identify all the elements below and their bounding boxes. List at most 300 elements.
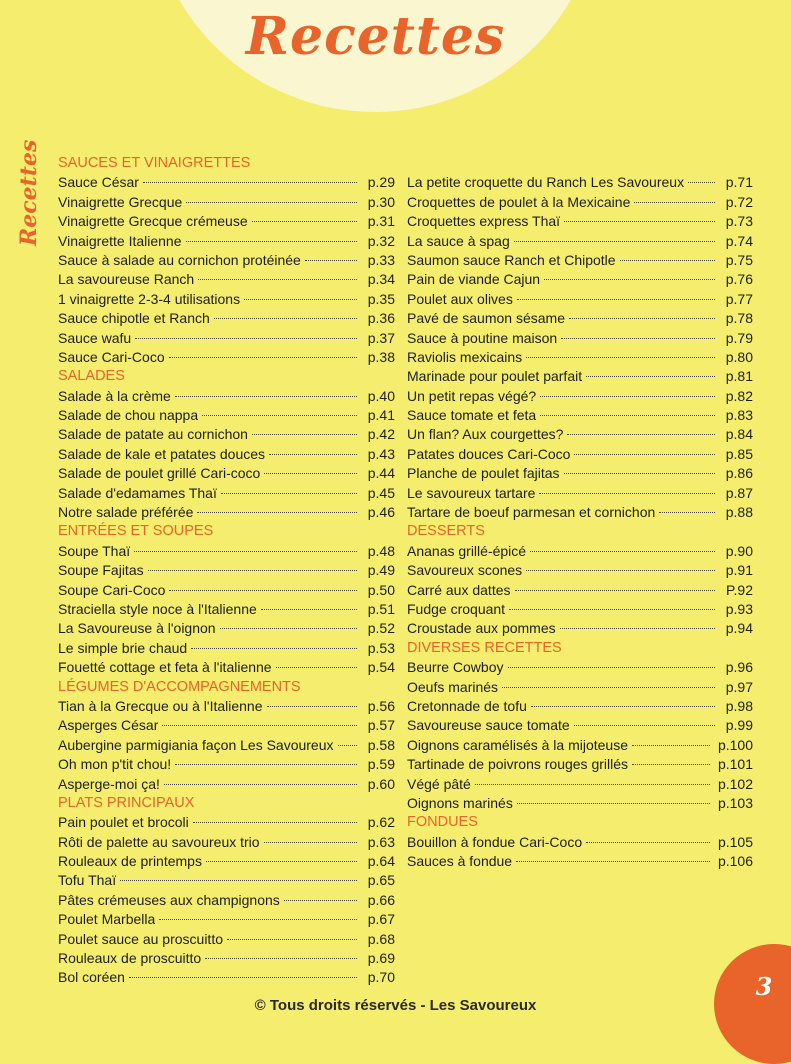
toc-entry[interactable] xyxy=(407,736,753,755)
toc-dot-leader xyxy=(560,628,715,629)
toc-entry-page: p.96 xyxy=(725,659,753,676)
toc-dot-leader xyxy=(135,338,357,339)
toc-entry[interactable] xyxy=(58,561,395,580)
toc-entry[interactable] xyxy=(58,484,395,503)
toc-entry[interactable] xyxy=(407,309,753,328)
toc-dot-leader xyxy=(475,784,710,785)
toc-dot-leader xyxy=(516,861,710,862)
toc-dot-leader xyxy=(244,299,357,300)
toc-entry-title: Bouillon à fondue Cari-Coco xyxy=(407,833,583,850)
toc-entry-title: Sauce à poutine maison xyxy=(407,329,558,346)
toc-entry[interactable] xyxy=(407,290,753,309)
toc-entry[interactable] xyxy=(407,193,753,212)
toc-entry-title: Oignons marinés xyxy=(407,794,513,811)
toc-dot-leader xyxy=(276,667,357,668)
toc-entry[interactable] xyxy=(407,270,753,289)
toc-entry[interactable] xyxy=(58,542,395,561)
toc-dot-leader xyxy=(574,725,715,726)
toc-entry-title: Croquettes express Thaï xyxy=(407,213,561,230)
toc-dot-leader xyxy=(540,396,715,397)
toc-entry-title: Aubergine parmigiania façon Les Savoureux xyxy=(58,736,334,753)
toc-dot-leader xyxy=(502,687,715,688)
toc-spacer xyxy=(407,154,753,173)
toc-entry-title: Croustade aux pommes xyxy=(407,620,556,637)
toc-dot-leader xyxy=(338,745,357,746)
toc-entry[interactable] xyxy=(58,581,395,600)
toc-dot-leader xyxy=(164,784,357,785)
toc-entry[interactable] xyxy=(407,173,753,192)
toc-entry[interactable] xyxy=(58,348,395,367)
toc-entry-page: p.98 xyxy=(725,697,753,714)
toc-entry-title: Ananas grillé-épicé xyxy=(407,542,527,559)
toc-entry[interactable] xyxy=(58,736,395,755)
toc-entry-page: p.87 xyxy=(725,484,753,501)
toc-dot-leader xyxy=(175,764,357,765)
toc-entry-title: Sauce Cari-Coco xyxy=(58,348,165,365)
toc-dot-leader xyxy=(198,279,357,280)
toc-entry-page: P.92 xyxy=(726,581,753,598)
toc-entry[interactable] xyxy=(58,270,395,289)
toc-dot-leader xyxy=(186,202,357,203)
toc-entry[interactable] xyxy=(58,212,395,231)
toc-dot-leader xyxy=(574,454,715,455)
toc-entry-title: Soupe Fajitas xyxy=(58,562,144,579)
toc-entry-page: p.37 xyxy=(367,329,395,346)
toc-entry-page: p.85 xyxy=(725,445,753,462)
toc-entry-title: Oeufs marinés xyxy=(407,678,499,695)
toc-entry-page: p.60 xyxy=(367,775,395,792)
toc-entry-title: Vinaigrette Italienne xyxy=(58,232,182,249)
toc-entry[interactable] xyxy=(58,833,395,852)
toc-entry-page: p.58 xyxy=(367,736,395,753)
toc-entry-page: p.62 xyxy=(367,814,395,831)
toc-dot-leader xyxy=(540,415,715,416)
toc-entry-title: Croquettes de poulet à la Mexicaine xyxy=(407,193,631,210)
toc-dot-leader xyxy=(197,512,357,513)
toc-entry-title: Oh mon p'tit chou! xyxy=(58,756,172,773)
toc-entry-page: p.97 xyxy=(725,678,753,695)
toc-dot-leader xyxy=(205,958,357,959)
toc-entry-page: p.41 xyxy=(367,407,395,424)
toc-dot-leader xyxy=(659,512,715,513)
toc-dot-leader xyxy=(526,570,715,571)
toc-entry-title: Raviolis mexicains xyxy=(407,348,523,365)
toc-column-left xyxy=(58,154,395,988)
toc-entry-page: p.46 xyxy=(367,504,395,521)
toc-entry-page: p.80 xyxy=(725,348,753,365)
toc-dot-leader xyxy=(688,182,715,183)
toc-entry[interactable] xyxy=(407,775,753,794)
toc-entry-title: Sauce tomate et feta xyxy=(407,407,537,424)
toc-entry-page: p.79 xyxy=(725,329,753,346)
toc-entry-title: Bol coréen xyxy=(58,969,125,986)
toc-entry[interactable] xyxy=(407,406,753,425)
toc-entry[interactable] xyxy=(58,329,395,348)
toc-entry-title: Végé pâté xyxy=(407,775,471,792)
toc-entry-page: p.35 xyxy=(367,290,395,307)
toc-entry-page: p.102 xyxy=(717,775,753,792)
toc-entry-page: p.52 xyxy=(367,620,395,637)
toc-entry[interactable] xyxy=(407,367,753,386)
toc-dot-leader xyxy=(561,338,715,339)
toc-dot-leader xyxy=(175,396,357,397)
toc-entry[interactable] xyxy=(58,503,395,522)
toc-dot-leader xyxy=(564,221,715,222)
toc-dot-leader xyxy=(134,551,357,552)
toc-entry-title: Poulet aux olives xyxy=(407,290,513,307)
toc-entry-title: Le simple brie chaud xyxy=(58,639,188,656)
toc-entry-page: p.68 xyxy=(367,930,395,947)
page-title: Recettes xyxy=(245,6,506,67)
page-number: 3 xyxy=(755,972,773,1001)
toc-entry-page: p.38 xyxy=(367,348,395,365)
toc-entry-page: p.94 xyxy=(725,620,753,637)
toc-entry-title: Poulet sauce au proscuitto xyxy=(58,930,223,947)
toc-dot-leader xyxy=(214,318,357,319)
toc-entry-page: p.42 xyxy=(367,426,395,443)
toc-entry[interactable] xyxy=(407,348,753,367)
toc-entry-title: Salade de chou nappa xyxy=(58,407,199,424)
toc-dot-leader xyxy=(531,706,715,707)
toc-entry-title: Fouetté cottage et feta à l'italienne xyxy=(58,659,272,676)
toc-entry-page: p.50 xyxy=(367,581,395,598)
toc-dot-leader xyxy=(191,648,357,649)
section-heading: PLATS PRINCIPAUX xyxy=(58,794,195,811)
toc-entry-title: Sauce César xyxy=(58,174,139,191)
toc-entry-title: Oignons caramélisés à la mijoteuse xyxy=(407,736,628,753)
toc-entry-page: p.75 xyxy=(725,251,753,268)
toc-entry[interactable] xyxy=(58,193,395,212)
toc-dot-leader xyxy=(544,279,715,280)
toc-entry[interactable] xyxy=(58,173,395,192)
toc-entry[interactable] xyxy=(58,930,395,949)
toc-dot-leader xyxy=(517,803,710,804)
toc-dot-leader xyxy=(634,202,715,203)
toc-entry-title: Sauce à salade au cornichon protéinée xyxy=(58,251,301,268)
toc-entry-title: Asperges César xyxy=(58,717,159,734)
toc-entry-page: p.105 xyxy=(717,833,753,850)
section-heading: LÉGUMES D'ACCOMPAGNEMENTS xyxy=(58,678,301,695)
page-number-badge xyxy=(714,944,791,1064)
toc-entry[interactable] xyxy=(407,212,753,231)
toc-entry[interactable] xyxy=(58,290,395,309)
toc-dot-leader xyxy=(586,376,715,377)
toc-entry[interactable] xyxy=(58,697,395,716)
toc-entry-title: Patates douces Cari-Coco xyxy=(407,445,571,462)
toc-entry[interactable] xyxy=(58,910,395,929)
toc-entry-page: p.59 xyxy=(367,756,395,773)
toc-entry[interactable] xyxy=(407,561,753,580)
toc-entry[interactable] xyxy=(58,968,395,987)
toc-entry[interactable] xyxy=(407,232,753,251)
toc-entry[interactable] xyxy=(58,619,395,638)
toc-entry[interactable] xyxy=(407,619,753,638)
toc-entry-page: p.91 xyxy=(725,562,753,579)
toc-entry-page: p.30 xyxy=(367,193,395,210)
toc-entry-title: Straciella style noce à l'Italienne xyxy=(58,600,257,617)
toc-dot-leader xyxy=(202,415,357,416)
toc-entry-title: Carré aux dattes xyxy=(407,581,511,598)
toc-entry-page: p.40 xyxy=(367,387,395,404)
toc-entry-title: Marinade pour poulet parfait xyxy=(407,368,583,385)
toc-dot-leader xyxy=(514,241,715,242)
toc-dot-leader xyxy=(620,260,715,261)
toc-entry-page: p.34 xyxy=(367,271,395,288)
toc-entry[interactable] xyxy=(407,678,753,697)
section-heading: FONDUES xyxy=(407,814,478,831)
toc-entry[interactable] xyxy=(407,503,753,522)
toc-dot-leader xyxy=(284,900,357,901)
toc-dot-leader xyxy=(632,745,710,746)
toc-entry-title: Sauce chipotle et Ranch xyxy=(58,310,210,327)
toc-entry-title: Asperge-moi ça! xyxy=(58,775,160,792)
toc-entry-title: Pain poulet et brocoli xyxy=(58,814,189,831)
toc-dot-leader xyxy=(159,919,357,920)
section-heading: DIVERSES RECETTES xyxy=(407,639,562,656)
toc-entry-page: p.67 xyxy=(367,911,395,928)
toc-dot-leader xyxy=(252,434,357,435)
toc-entry-title: La Savoureuse à l'oignon xyxy=(58,620,216,637)
toc-dot-leader xyxy=(586,842,710,843)
toc-entry-page: p.100 xyxy=(717,736,753,753)
toc-entry-title: Poulet Marbella xyxy=(58,911,156,928)
toc-dot-leader xyxy=(567,434,715,435)
toc-entry[interactable] xyxy=(58,387,395,406)
toc-entry[interactable] xyxy=(58,406,395,425)
toc-entry[interactable] xyxy=(407,716,753,735)
toc-column-right xyxy=(407,154,753,871)
toc-entry-page: p.103 xyxy=(717,794,753,811)
toc-entry[interactable] xyxy=(407,251,753,270)
toc-entry-page: p.74 xyxy=(725,232,753,249)
section-heading: SALADES xyxy=(58,368,125,385)
section-heading: SAUCES ET VINAIGRETTES xyxy=(58,155,251,171)
toc-dot-leader xyxy=(269,454,357,455)
toc-entry-page: p.31 xyxy=(367,213,395,230)
toc-entry-title: Saumon sauce Ranch et Chipotle xyxy=(407,251,616,268)
toc-entry-title: Notre salade préférée xyxy=(58,504,194,521)
toc-entry-page: p.71 xyxy=(725,174,753,191)
toc-dot-leader xyxy=(267,706,357,707)
toc-entry-page: p.72 xyxy=(725,193,753,210)
toc-entry-page: p.99 xyxy=(725,717,753,734)
toc-entry-page: p.54 xyxy=(367,659,395,676)
toc-entry-title: Salade de poulet grillé Cari-coco xyxy=(58,465,261,482)
toc-entry-page: p.86 xyxy=(725,465,753,482)
toc-entry-page: p.90 xyxy=(725,542,753,559)
toc-entry[interactable] xyxy=(407,581,753,600)
toc-entry[interactable] xyxy=(407,658,753,677)
toc-entry-page: p.77 xyxy=(725,290,753,307)
section-heading: ENTRÉES ET SOUPES xyxy=(58,523,214,540)
toc-entry[interactable] xyxy=(407,542,753,561)
toc-entry-title: Sauces à fondue xyxy=(407,853,513,870)
toc-entry-title: Tofu Thaï xyxy=(58,872,117,889)
toc-entry[interactable] xyxy=(58,464,395,483)
toc-entry-page: p.78 xyxy=(725,310,753,327)
toc-entry-page: p.93 xyxy=(725,600,753,617)
toc-entry-title: Planche de poulet fajitas xyxy=(407,465,560,482)
toc-entry-page: p.81 xyxy=(725,368,753,385)
toc-entry-page: p.83 xyxy=(725,407,753,424)
toc-entry-title: Fudge croquant xyxy=(407,600,506,617)
toc-entry-title: Vinaigrette Grecque xyxy=(58,193,183,210)
toc-dot-leader xyxy=(148,570,357,571)
toc-dot-leader xyxy=(305,260,357,261)
toc-dot-leader xyxy=(539,493,715,494)
toc-entry-page: p.69 xyxy=(367,950,395,967)
toc-dot-leader xyxy=(169,590,357,591)
toc-entry[interactable] xyxy=(58,755,395,774)
toc-dot-leader xyxy=(143,182,357,183)
toc-entry-title: Soupe Cari-Coco xyxy=(58,581,166,598)
toc-entry-page: p.45 xyxy=(367,484,395,501)
toc-dot-leader xyxy=(264,842,357,843)
toc-entry-title: Pâtes crémeuses aux champignons xyxy=(58,891,280,908)
toc-entry-title: La petite croquette du Ranch Les Savoureux xyxy=(407,174,685,191)
toc-entry-title: La savoureuse Ranch xyxy=(58,271,195,288)
toc-entry-title: Savoureuse sauce tomate xyxy=(407,717,570,734)
toc-entry[interactable] xyxy=(407,697,753,716)
toc-entry[interactable] xyxy=(407,425,753,444)
toc-entry-page: p.65 xyxy=(367,872,395,889)
toc-entry-page: p.64 xyxy=(367,853,395,870)
toc-dot-leader xyxy=(220,628,357,629)
toc-entry-title: Beurre Cowboy xyxy=(407,659,504,676)
toc-entry-title: Cretonnade de tofu xyxy=(407,697,527,714)
toc-entry[interactable] xyxy=(58,949,395,968)
toc-entry-page: p.33 xyxy=(367,251,395,268)
toc-entry-page: p.76 xyxy=(725,271,753,288)
toc-entry[interactable] xyxy=(58,775,395,794)
toc-entry[interactable] xyxy=(407,387,753,406)
copyright-footer: © Tous droits réservés - Les Savoureux xyxy=(254,997,537,1014)
toc-entry[interactable] xyxy=(58,309,395,328)
toc-dot-leader xyxy=(221,493,357,494)
toc-entry-title: Soupe Thaï xyxy=(58,542,131,559)
toc-dot-leader xyxy=(526,357,715,358)
toc-entry-page: p.29 xyxy=(367,174,395,191)
toc-dot-leader xyxy=(169,357,357,358)
toc-entry-page: p.106 xyxy=(717,853,753,870)
toc-dot-leader xyxy=(509,609,715,610)
toc-entry-page: p.101 xyxy=(717,756,753,773)
toc-entry[interactable] xyxy=(58,891,395,910)
toc-entry-title: Tartinade de poivrons rouges grillés xyxy=(407,756,629,773)
toc-dot-leader xyxy=(508,667,716,668)
toc-entry-title: 1 vinaigrette 2-3-4 utilisations xyxy=(58,290,241,307)
toc-entry[interactable] xyxy=(58,871,395,890)
toc-entry[interactable] xyxy=(407,464,753,483)
toc-entry-page: p.73 xyxy=(725,213,753,230)
toc-entry-page: p.66 xyxy=(367,891,395,908)
toc-entry[interactable] xyxy=(407,755,753,774)
toc-entry-title: Vinaigrette Grecque crémeuse xyxy=(58,213,248,230)
toc-entry-page: p.32 xyxy=(367,232,395,249)
toc-dot-leader xyxy=(264,473,357,474)
section-heading: DESSERTS xyxy=(407,523,485,540)
toc-entry-title: Pavé de saumon sésame xyxy=(407,310,565,327)
toc-entry-title: Salade de kale et patates douces xyxy=(58,445,266,462)
toc-entry[interactable] xyxy=(58,658,395,677)
toc-entry[interactable] xyxy=(58,639,395,658)
toc-dot-leader xyxy=(252,221,357,222)
toc-entry-page: p.36 xyxy=(367,310,395,327)
toc-entry-page: p.82 xyxy=(725,387,753,404)
toc-entry-page: p.63 xyxy=(367,833,395,850)
toc-entry[interactable] xyxy=(58,251,395,270)
toc-entry-page: p.44 xyxy=(367,465,395,482)
toc-entry[interactable] xyxy=(407,329,753,348)
toc-entry-page: p.56 xyxy=(367,697,395,714)
toc-entry[interactable] xyxy=(407,794,753,813)
toc-entry[interactable] xyxy=(58,232,395,251)
toc-dot-leader xyxy=(193,822,357,823)
toc-entry-title: Le savoureux tartare xyxy=(407,484,536,501)
toc-dot-leader xyxy=(120,880,357,881)
toc-dot-leader xyxy=(206,861,357,862)
toc-entry-page: p.43 xyxy=(367,445,395,462)
side-title: Recettes xyxy=(16,139,42,246)
toc-entry-title: Rouleaux de proscuitto xyxy=(58,950,202,967)
toc-entry-title: Tian à la Grecque ou à l'Italienne xyxy=(58,697,263,714)
toc-entry[interactable] xyxy=(407,445,753,464)
toc-entry[interactable] xyxy=(58,445,395,464)
toc-entry[interactable] xyxy=(58,716,395,735)
toc-entry[interactable] xyxy=(58,813,395,832)
toc-entry[interactable] xyxy=(58,600,395,619)
toc-entry-title: La sauce à spag xyxy=(407,232,510,249)
toc-entry-page: p.53 xyxy=(367,639,395,656)
toc-dot-leader xyxy=(517,299,715,300)
toc-entry-page: p.48 xyxy=(367,542,395,559)
toc-dot-leader xyxy=(515,590,716,591)
toc-dot-leader xyxy=(569,318,715,319)
toc-entry-title: Salade d'edamames Thaï xyxy=(58,484,217,501)
toc-dot-leader xyxy=(162,725,357,726)
toc-entry-title: Salade à la crème xyxy=(58,387,171,404)
toc-entry[interactable] xyxy=(407,600,753,619)
toc-dot-leader xyxy=(261,609,357,610)
toc-entry[interactable] xyxy=(407,852,753,871)
toc-dot-leader xyxy=(227,939,357,940)
toc-entry-title: Tartare de boeuf parmesan et cornichon xyxy=(407,504,656,521)
toc-entry[interactable] xyxy=(58,425,395,444)
toc-entry-title: Un flan? Aux courgettes? xyxy=(407,426,564,443)
toc-entry-title: Un petit repas végé? xyxy=(407,387,537,404)
toc-entry-page: p.51 xyxy=(367,600,395,617)
toc-entry-page: p.84 xyxy=(725,426,753,443)
toc-entry-page: p.88 xyxy=(725,504,753,521)
toc-entry[interactable] xyxy=(58,852,395,871)
toc-entry-title: Sauce wafu xyxy=(58,329,132,346)
toc-dot-leader xyxy=(129,977,357,978)
toc-entry-page: p.57 xyxy=(367,717,395,734)
toc-entry-title: Rôti de palette au savoureux trio xyxy=(58,833,260,850)
toc-entry-title: Pain de viande Cajun xyxy=(407,271,541,288)
toc-entry-title: Rouleaux de printemps xyxy=(58,853,202,870)
toc-dot-leader xyxy=(632,764,710,765)
toc-dot-leader xyxy=(530,551,715,552)
toc-entry[interactable] xyxy=(407,833,753,852)
toc-dot-leader xyxy=(186,241,358,242)
toc-entry[interactable] xyxy=(407,484,753,503)
toc-entry-page: p.70 xyxy=(367,969,395,986)
toc-entry-page: p.49 xyxy=(367,562,395,579)
toc-dot-leader xyxy=(564,473,715,474)
toc-entry-title: Savoureux scones xyxy=(407,562,523,579)
toc-entry-title: Salade de patate au cornichon xyxy=(58,426,248,443)
